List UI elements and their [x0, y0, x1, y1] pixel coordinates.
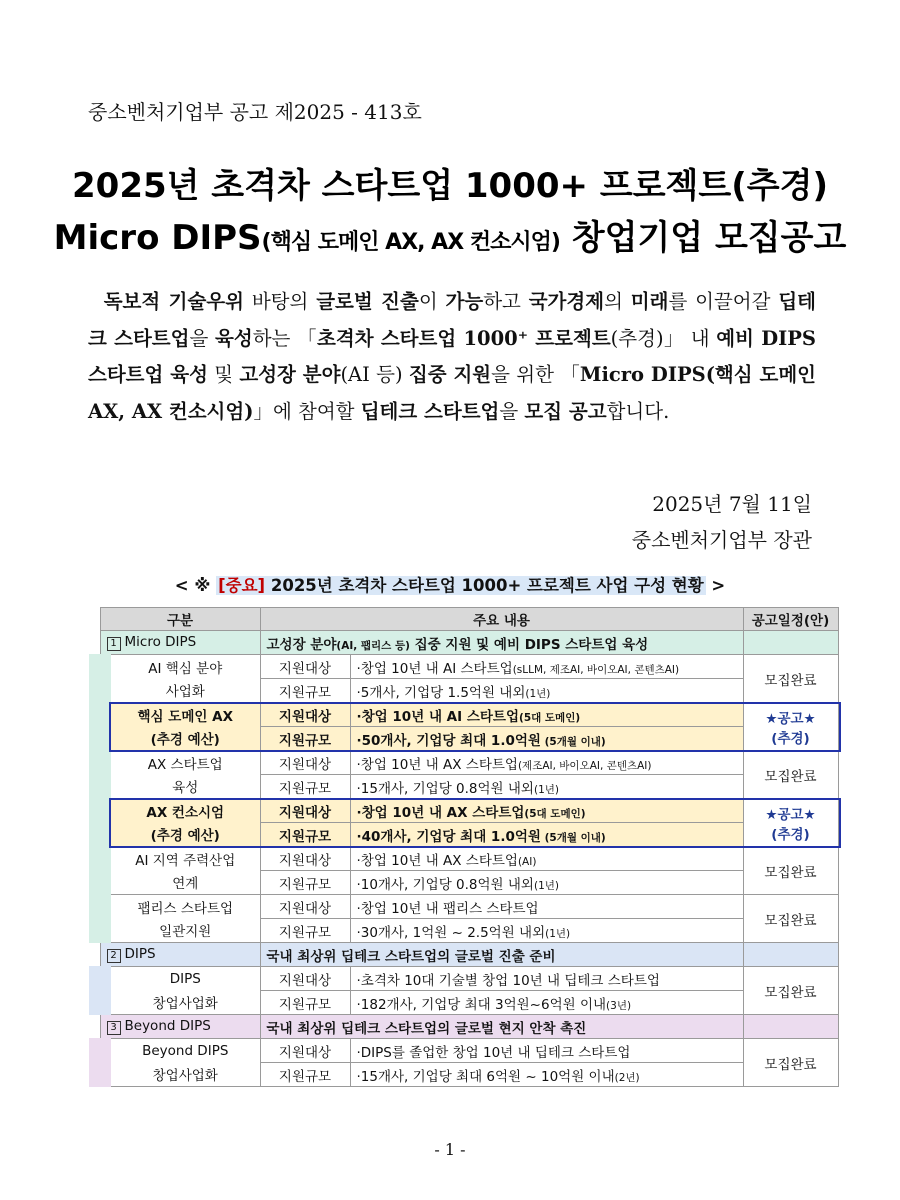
status-sub: (추경)	[771, 826, 810, 843]
item-name: AI 핵심 분야	[100, 655, 260, 679]
row-content	[350, 871, 743, 895]
status-text: 모집완료	[764, 1056, 817, 1073]
body-bold: 국가경제	[528, 290, 605, 313]
table-row	[100, 799, 838, 823]
row-content	[350, 895, 743, 919]
section-name	[100, 1015, 260, 1039]
item-name-sub: (추경 예산)	[100, 727, 260, 751]
status-cell	[743, 751, 838, 799]
item-name: 팹리스 스타트업	[100, 895, 260, 919]
row-content-note: (1년)	[545, 927, 571, 940]
row-content	[350, 799, 743, 823]
caption-prefix: < ※	[174, 576, 217, 595]
row-label: 지원규모	[260, 991, 350, 1015]
section-name	[100, 943, 260, 967]
header-content: 주요 내용	[260, 608, 743, 631]
section-schedule	[743, 1015, 838, 1039]
row-content-text: ·40개사, 기업당 최대 1.0억원	[356, 828, 541, 845]
table-row	[100, 967, 838, 991]
section-title-text: 국내 최상위 딥테크 스타트업의 글로벌 현지 안착 촉진	[266, 1020, 587, 1037]
program-table	[89, 607, 839, 1087]
body-text: 을 위한 「	[491, 363, 580, 386]
row-label: 지원대상	[260, 799, 350, 823]
table-row	[100, 1063, 838, 1087]
title-small: (핵심 도메인 AX, AX 컨소시엄)	[261, 230, 560, 255]
row-content	[350, 847, 743, 871]
item-name-sub: 일관지원	[100, 919, 260, 943]
row-label: 지원규모	[260, 871, 350, 895]
status-text: ★공고★	[765, 806, 816, 823]
row-label: 지원대상	[260, 751, 350, 775]
table-row	[100, 679, 838, 703]
row-label: 지원대상	[260, 655, 350, 679]
status-text: 모집완료	[764, 912, 817, 929]
row-content	[350, 1063, 743, 1087]
row-label: 지원대상	[260, 967, 350, 991]
status-cell	[743, 847, 838, 895]
section-title	[260, 1015, 743, 1039]
body-bold: 독보적 기술우위	[103, 290, 244, 313]
title-line-1: 2025년 초격차 스타트업 1000+ 프로젝트(추경)	[72, 166, 828, 206]
row-label: 지원대상	[260, 895, 350, 919]
section-number-box: 2	[107, 949, 121, 963]
row-label: 지원대상	[260, 1039, 350, 1063]
table-row	[100, 895, 838, 919]
row-content-note: (1년)	[533, 879, 560, 892]
announcement-body	[88, 284, 816, 430]
status-cell	[743, 655, 838, 703]
status-cell	[743, 895, 838, 943]
row-content	[350, 823, 743, 847]
row-content-note: (5대 도메인)	[519, 711, 581, 724]
item-name-sub: 창업사업화	[100, 1063, 260, 1087]
section-label: Micro DIPS	[124, 634, 197, 650]
item-name: 핵심 도메인 AX	[100, 703, 260, 727]
body-text: 을	[189, 326, 215, 350]
section-title	[260, 943, 743, 967]
item-name-sub: 육성	[100, 775, 260, 799]
body-text: 를 이끌어갈	[668, 290, 779, 313]
body-bold: Micro DIPS(핵심 도메인 AX, AX 컨소시엄)	[88, 363, 816, 423]
table-row	[100, 751, 838, 775]
body-text: 바탕의	[243, 290, 317, 313]
item-name-sub: 연계	[100, 871, 260, 895]
table-row	[100, 775, 838, 799]
status-text: 모집완료	[764, 864, 817, 881]
row-label: 지원규모	[260, 727, 350, 751]
body-text: 합니다.	[606, 399, 670, 423]
row-content-note: (sLLM, 제조AI, 바이오AI, 콘텐츠AI)	[512, 663, 680, 676]
body-text: 의	[604, 290, 631, 313]
table-row	[100, 703, 838, 727]
notice-number: 중소벤처기업부 공고 제2025 - 413호	[88, 100, 422, 124]
body-bold: 집중 지원	[408, 363, 492, 386]
row-content-note: (5대 도메인)	[524, 807, 586, 820]
caption-text: 2025년 초격차 스타트업 1000+ 프로젝트 사업 구성 현황	[265, 576, 704, 595]
row-label: 지원규모	[260, 1063, 350, 1087]
row-content	[350, 1039, 743, 1063]
status-text: ★공고★	[765, 710, 816, 727]
section-title	[260, 631, 743, 655]
date-block	[632, 486, 812, 558]
item-name: AI 지역 주력산업	[100, 847, 260, 871]
section-row	[100, 943, 838, 967]
row-label: 지원대상	[260, 847, 350, 871]
body-bold: 가능	[445, 290, 484, 313]
item-name-sub: (추경 예산)	[100, 823, 260, 847]
item-name: Beyond DIPS	[100, 1039, 260, 1063]
row-content-text: ·182개사, 기업당 최대 3억원~6억원 이내	[356, 996, 607, 1013]
body-bold: 초격차 스타트업 1000⁺ 프로젝트	[317, 326, 611, 350]
status-cell	[743, 967, 838, 1015]
body-bold: 딥테크 스타트업	[360, 399, 500, 423]
status-text: 모집완료	[764, 768, 817, 785]
row-content-note: (2년)	[614, 1071, 640, 1084]
caption-important: [중요]	[218, 576, 266, 595]
item-name-sub: 사업화	[100, 679, 260, 703]
row-content	[350, 655, 743, 679]
status-cell	[743, 1039, 838, 1087]
row-content-text: ·창업 10년 내 AI 스타트업	[356, 660, 513, 677]
item-name: DIPS	[100, 967, 260, 991]
section-label: DIPS	[124, 946, 156, 962]
section-name	[100, 631, 260, 655]
row-content	[350, 727, 743, 751]
status-cell	[743, 703, 838, 751]
section-title-text: 고성장 분야	[266, 636, 337, 653]
section-title-text: 국내 최상위 딥테크 스타트업의 글로벌 진출 준비	[266, 948, 556, 965]
row-content-text: ·50개사, 기업당 최대 1.0억원	[356, 732, 541, 749]
body-text: 」에 참여할	[253, 399, 361, 423]
row-content	[350, 679, 743, 703]
row-content-note: (5개월 이내)	[540, 831, 606, 844]
row-content-text: ·5개사, 기업당 1.5억원 내외	[356, 684, 526, 701]
caption-suffix: >	[705, 576, 726, 595]
item-name: AX 스타트업	[100, 751, 260, 775]
row-content-text: ·창업 10년 내 AX 스타트업	[356, 852, 518, 869]
row-content-text: ·15개사, 기업당 최대 6억원 ~ 10억원 이내	[356, 1068, 615, 1085]
row-content-text: ·30개사, 1억원 ~ 2.5억원 내외	[356, 924, 546, 941]
announcement-date: 2025년 7월 11일	[652, 492, 812, 516]
body-text: (추경)」 내	[610, 326, 717, 350]
body-text: 및	[207, 363, 240, 386]
row-label: 지원규모	[260, 823, 350, 847]
body-text: 하고	[483, 290, 529, 313]
table-row	[100, 727, 838, 751]
status-text: 모집완료	[764, 672, 817, 689]
header-schedule: 공고일정(안)	[743, 608, 838, 631]
body-text: (AI 등)	[340, 363, 409, 386]
row-content-note: (3년)	[606, 999, 632, 1012]
section-row	[100, 1015, 838, 1039]
title-line-2	[0, 210, 900, 259]
row-content-note: (AI)	[517, 855, 537, 868]
row-label: 지원대상	[260, 703, 350, 727]
row-content	[350, 775, 743, 799]
table-caption	[0, 572, 900, 596]
issuer: 중소벤처기업부 장관	[631, 528, 812, 552]
table-row	[100, 871, 838, 895]
row-content-text: ·초격차 10대 기술별 창업 10년 내 딥테크 스타트업	[356, 972, 660, 989]
section-schedule	[743, 943, 838, 967]
section-number-box: 3	[107, 1021, 121, 1035]
section-title-note: (AI, 팹리스 등)	[336, 639, 410, 652]
row-content	[350, 967, 743, 991]
body-text: 을	[499, 399, 525, 423]
row-label: 지원규모	[260, 919, 350, 943]
section-label: Beyond DIPS	[124, 1018, 211, 1034]
body-bold: 딥테크 스타트업	[88, 290, 816, 350]
header-category: 구분	[100, 608, 260, 631]
row-content	[350, 703, 743, 727]
body-bold: 예비 DIPS 스타트업 육성	[88, 326, 816, 386]
row-label: 지원규모	[260, 775, 350, 799]
status-text: 모집완료	[764, 984, 817, 1001]
table-row	[100, 1039, 838, 1063]
row-content-note: (1년)	[533, 783, 560, 796]
section-schedule	[743, 631, 838, 655]
row-content-note: (5개월 이내)	[540, 735, 606, 748]
row-content-text: ·창업 10년 내 팹리스 스타트업	[356, 900, 539, 917]
body-bold: 고성장 분야	[239, 363, 341, 386]
status-cell	[743, 799, 838, 847]
table-row	[100, 847, 838, 871]
page-number: - 1 -	[434, 1140, 466, 1159]
row-content-text: ·창업 10년 내 AX 스타트업	[356, 756, 518, 773]
row-content	[350, 919, 743, 943]
body-text: 이	[418, 290, 446, 313]
item-name-sub: 창업사업화	[100, 991, 260, 1015]
row-content-text: ·10개사, 기업당 0.8억원 내외	[356, 876, 534, 893]
section-number-box: 1	[107, 637, 121, 651]
title-tail: 창업기업 모집공고	[559, 218, 847, 258]
section-title-tail: 집중 지원 및 예비 DIPS 스타트업 육성	[409, 636, 649, 653]
status-sub: (추경)	[771, 730, 810, 747]
row-content-note: (1년)	[525, 687, 551, 700]
row-content-text: ·15개사, 기업당 0.8억원 내외	[356, 780, 534, 797]
table-header-row	[100, 608, 838, 631]
body-text: 하는 「	[252, 326, 318, 350]
title-main: Micro DIPS	[53, 218, 262, 258]
body-bold: 미래	[630, 290, 669, 313]
row-content	[350, 991, 743, 1015]
row-content-text: ·창업 10년 내 AX 스타트업	[356, 804, 525, 821]
table-row	[100, 991, 838, 1015]
table-row	[100, 655, 838, 679]
row-content-text: ·창업 10년 내 AI 스타트업	[356, 708, 520, 725]
table-row	[100, 823, 838, 847]
table-row	[100, 919, 838, 943]
row-label: 지원규모	[260, 679, 350, 703]
row-content-note: (제조AI, 바이오AI, 콘텐츠AI)	[517, 759, 652, 772]
body-bold: 모집 공고	[524, 399, 607, 423]
section-row	[100, 631, 838, 655]
body-bold: 육성	[215, 326, 253, 350]
body-bold: 글로벌 진출	[316, 290, 419, 313]
item-name: AX 컨소시엄	[100, 799, 260, 823]
row-content	[350, 751, 743, 775]
row-content-text: ·DIPS를 졸업한 창업 10년 내 딥테크 스타트업	[356, 1044, 631, 1061]
